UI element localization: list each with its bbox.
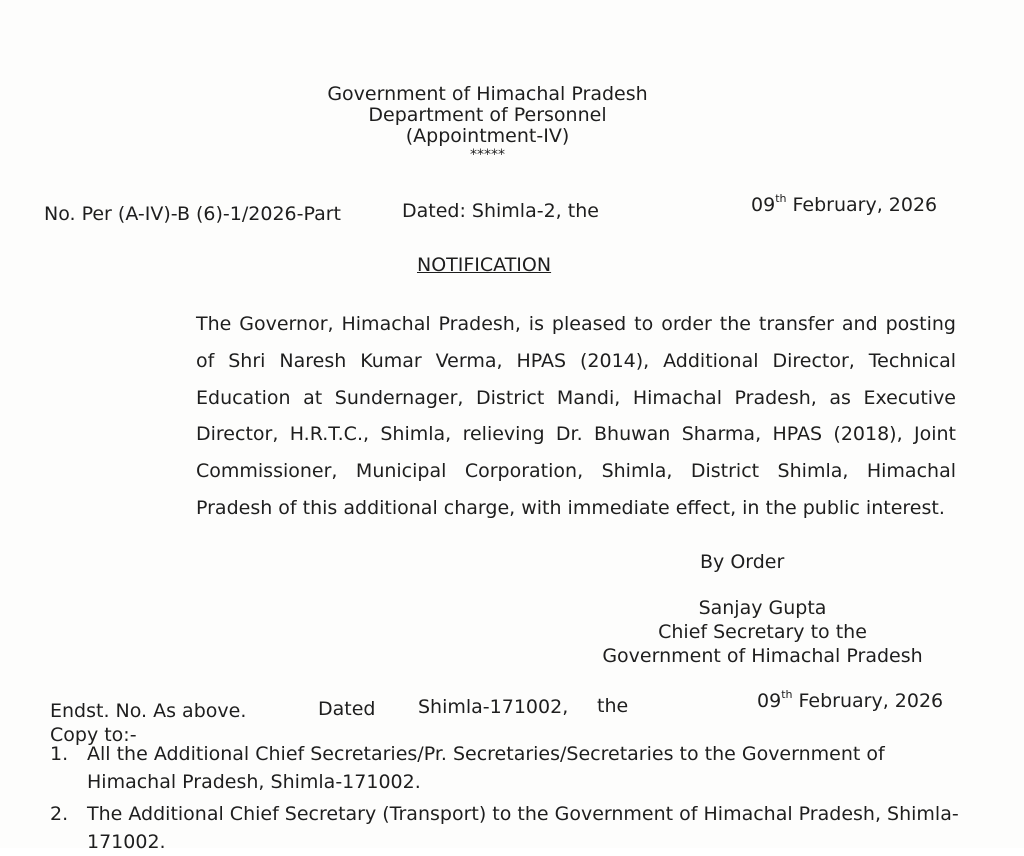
reference-number: No. Per (A-IV)-B (6)-1/2026-Part — [44, 203, 341, 225]
signature-block — [585, 596, 940, 668]
endorsement-dated: Dated — [318, 698, 376, 720]
notification-title: NOTIFICATION — [417, 254, 552, 276]
endorsement-date-day: 09 — [757, 690, 782, 712]
header-block — [0, 84, 975, 163]
by-order: By Order — [700, 551, 785, 573]
reference-dated: Dated: Shimla-2, the — [402, 200, 599, 222]
signatory-name: Sanjay Gupta — [698, 597, 827, 619]
list-item — [50, 740, 960, 796]
body-paragraph: The Governor, Himachal Pradesh, is pleased to order the transfer and posting of Shri Naresh Kumar Verma, HPAS (2014), Additional Director, Technical Education at Sundernager, District Mandi, Himachal Pradesh, as Executive Director, H.R.T.C., Shimla, relieving Dr. Bhuwan Sharma, HPAS (2018), Joint Commissioner, Municipal Corporation, Shimla, District Shimla, Himachal Pradesh of this additional charge, with immediate effect, in the public interest. — [196, 313, 956, 519]
copy-to-label: Copy to:- — [50, 724, 137, 746]
endorsement-the: the — [597, 695, 629, 717]
endorsement-date-suffix: th — [781, 687, 793, 701]
header-government: Government of Himachal Pradesh — [327, 83, 648, 105]
header-stars: ***** — [470, 147, 505, 163]
list-item-number: 1. — [50, 743, 69, 765]
endorsement-date-rest: February, 2026 — [792, 690, 944, 712]
header-department: Department of Personnel — [368, 104, 607, 126]
list-item-text: All the Additional Chief Secretaries/Pr. Secretaries/Secretaries to the Government of Himachal Pradesh, Shimla-171002. — [87, 743, 885, 793]
signatory-designation: Chief Secretary to the — [658, 621, 867, 643]
reference-date-suffix: th — [775, 191, 787, 205]
endorsement-place: Shimla-171002, — [418, 696, 569, 718]
endorsement-number: Endst. No. As above. — [50, 700, 247, 722]
endorsement-date — [757, 687, 944, 712]
header-section: (Appointment-IV) — [405, 125, 570, 147]
notification-body — [46, 306, 956, 527]
list-item-text: The Additional Chief Secretary (Transport) to the Government of Himachal Pradesh, Shimla-171002. — [87, 803, 959, 853]
reference-date-rest: February, 2026 — [786, 194, 938, 216]
list-item-number: 2. — [50, 803, 69, 825]
copy-to-list — [50, 740, 960, 856]
reference-date-day: 09 — [751, 194, 776, 216]
reference-date — [751, 191, 938, 216]
signatory-office: Government of Himachal Pradesh — [602, 645, 923, 667]
